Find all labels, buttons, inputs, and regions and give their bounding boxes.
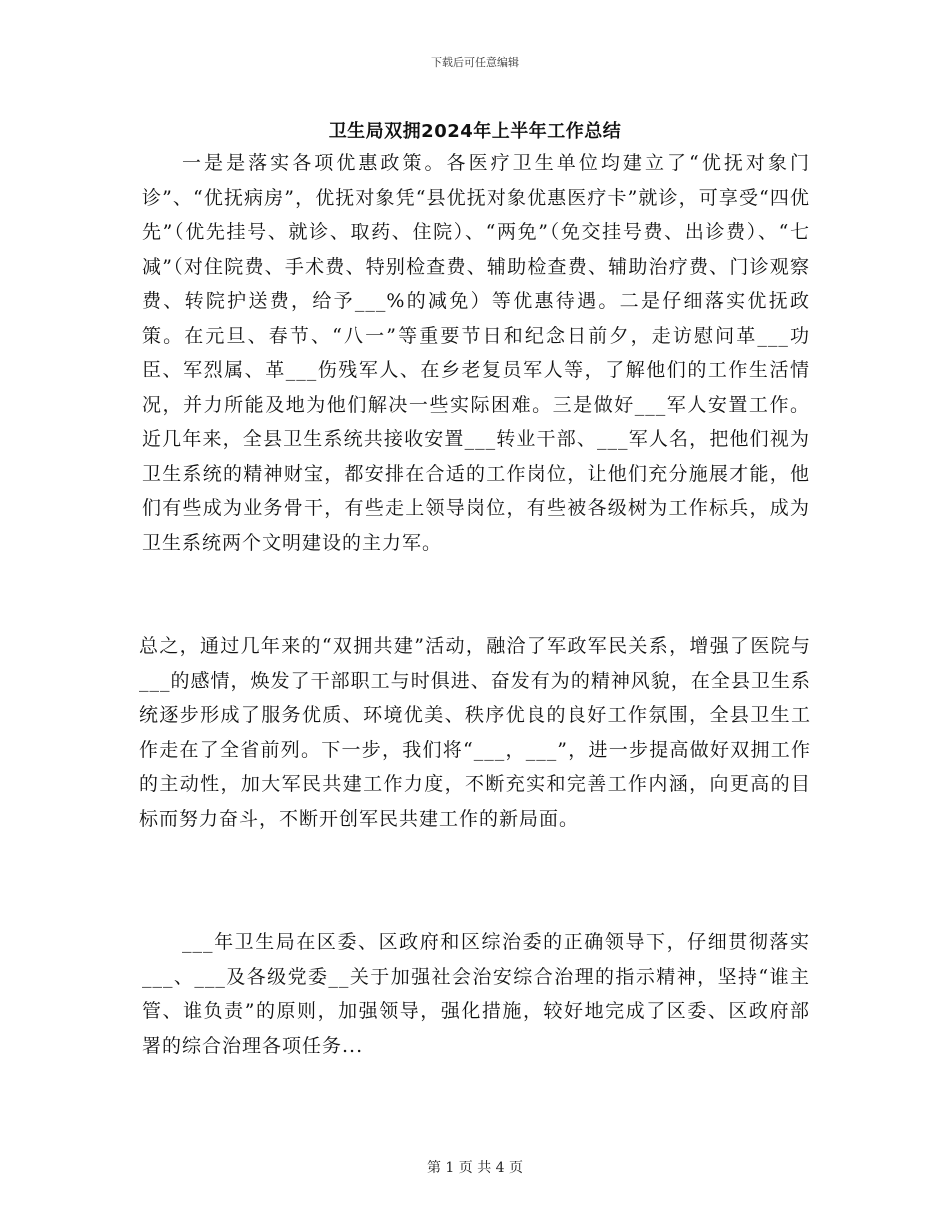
document-title: 卫生局双拥2024年上半年工作总结 — [328, 121, 622, 142]
paragraph-text: ___年卫生局在区委、区政府和区综治委的正确领导下，仔细贯彻落实___、___及各级党委__关于加强社会治安综合治理的指示精神，坚持“谁主管、谁负责”的原则，加强领导，强化措施，较好地完成了区委、区政府部署的综合治理各项任务... — [142, 931, 810, 1057]
paragraph-text: 总之，通过几年来的“双拥共建”活动，融洽了军政军民关系，增强了医院与___的感情，焕发了干部职工与时俱进、奋发有为的精神风貌，在全县卫生系统逐步形成了服务优质、环境优美、秩序优良的良好工作氛围，全县卫生工作走在了全省前列。下一步，我们将“___，___”，进一步提高做好双拥工作的主动性，加大军民共建工作力度，不断充实和完善工作内涵，向更高的目标而努力奋斗，不断开创军民共建工作的新局面。 — [139, 635, 811, 830]
paragraph-summary — [139, 629, 811, 836]
paragraph-comprehensive-governance — [142, 925, 810, 1063]
header-note: 下载后可任意编辑 — [431, 56, 519, 69]
paragraph-preferential-policies — [142, 146, 810, 560]
page-number: 第 1 页 共 4 页 — [426, 1160, 524, 1176]
paragraph-text: 一是是落实各项优惠政策。各医疗卫生单位均建立了“优抚对象门诊”、“优抚病房”，优抚对象凭“县优抚对象优惠医疗卡”就诊，可享受“四优先”（优先挂号、就诊、取药、住院）、“两免”（免交挂号费、出诊费）、“七减”（对住院费、手术费、特别检查费、辅助检查费、辅助治疗费、门诊观察费、转院护送费，给予___%的减免）等优惠待遇。二是仔细落实优抚政策。在元旦、春节、“八一”等重要节日和纪念日前夕，走访慰问革___功臣、军烈属、革___伤残军人、在乡老复员军人等，了解他们的工作生活情况，并力所能及地为他们解决一些实际困难。三是做好___军人安置工作。近几年来，全县卫生系统共接收安置___转业干部、___军人名，把他们视为卫生系统的精神财宝，都安排在合适的工作岗位，让他们充分施展才能，他们有些成为业务骨干，有些走上领导岗位，有些被各级树为工作标兵，成为卫生系统两个文明建设的主力军。 — [142, 152, 810, 554]
